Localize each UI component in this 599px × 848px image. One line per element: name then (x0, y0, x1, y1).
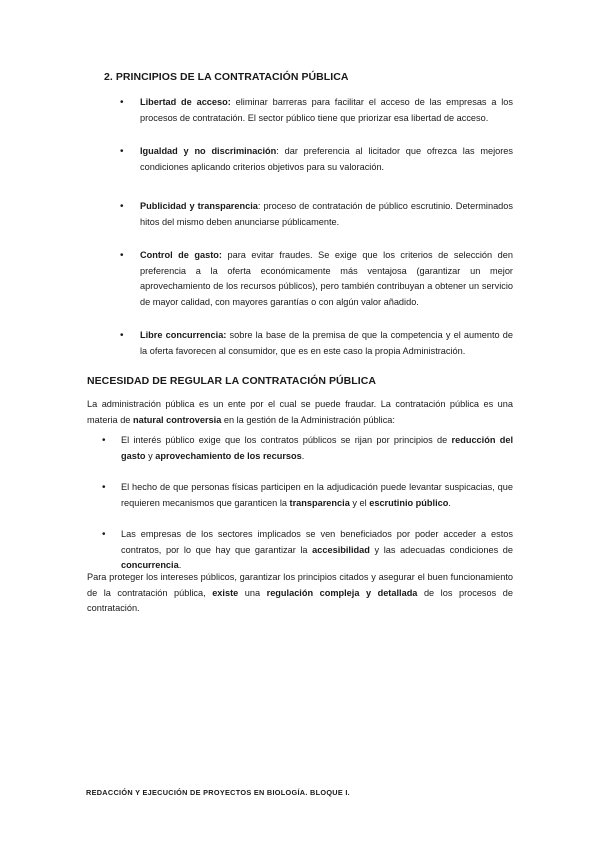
bullet-text: . (301, 450, 305, 461)
item-term: Igualdad y no discriminación (140, 146, 277, 156)
list-item (140, 328, 513, 359)
list-item (140, 199, 513, 230)
item-term: Control de gasto: (140, 250, 222, 260)
bullet-bold: transparencia (289, 497, 350, 508)
item-text: eliminar barreras para facilitar el acceso de las empresas a los procesos de contratación. El sector público tiene que priorizar esa libertad de acceso. (140, 97, 513, 123)
list-item (140, 144, 513, 175)
bullet-bold: concurrencia (121, 560, 179, 570)
bullet-text: y (145, 450, 156, 461)
intro-paragraph (87, 397, 513, 428)
item-term: Publicidad y transparencia (140, 201, 258, 211)
bullet-bold: reducción del gasto (121, 435, 514, 461)
bullet-bold: escrutinio público (369, 497, 449, 508)
bullet-text: y las adecuadas condiciones de (369, 544, 513, 555)
list-item (140, 248, 513, 310)
intro-text: La administración pública es un ente por el cual se puede fraudar. La contratación pública es una materia de (87, 399, 513, 425)
list-item (121, 480, 513, 511)
bullet-bold: aprovechamiento de los recursos (155, 450, 302, 461)
principles-list (140, 95, 513, 377)
item-text: : dar preferencia al licitador que ofrezca las mejores condiciones aplicando criterios objetivos para su valoración. (140, 146, 514, 172)
bullet-text: Las empresas de los sectores implicados se ven beneficiados por poder acceder a estos contratos, por lo que hay que garantizar la (121, 529, 513, 555)
bullet-text: El hecho de que personas físicas participen en la adjudicación puede levantar suspicacias, que requieren mecanismos que garanticen la (121, 482, 513, 508)
bullet-text: El interés público exige que los contratos públicos se rijan por principios de (121, 435, 452, 445)
page-footer: REDACCIÓN Y EJECUCIÓN DE PROYECTOS EN BIOLOGÍA. BLOQUE I. (86, 788, 351, 797)
section-heading-necesidad: NECESIDAD DE REGULAR LA CONTRATACIÓN PÚBLICA (87, 375, 377, 387)
closing-paragraph (87, 570, 513, 617)
closing-bold: regulación compleja y detallada (266, 587, 418, 598)
item-term: Libre concurrencia: (140, 330, 227, 340)
list-item (121, 433, 513, 464)
item-text: sobre la base de la premisa de que la competencia y el aumento de la oferta favorecen al consumidor, que es en este caso la propia Administración. (140, 330, 513, 356)
closing-bold: existe (212, 587, 239, 598)
bullet-text: y el (349, 497, 370, 508)
section-heading-principios: 2. PRINCIPIOS DE LA CONTRATACIÓN PÚBLICA (104, 71, 349, 83)
intro-bold: natural controversia (132, 414, 222, 425)
closing-text: una (238, 587, 267, 598)
bullet-text: . (178, 560, 182, 570)
item-text: para evitar fraudes. Se exige que los criterios de selección den preferencia a la oferta económicamente más ventajosa (garantizar un mejor aprovechamiento de los recursos públicos), pero también contribuyan a obtener un servicio de mayor calidad, con mayores garantías o con algún valor añadido. (140, 250, 513, 307)
item-term: Libertad de acceso: (140, 97, 231, 107)
intro-text: en la gestión de la Administración pública: (221, 414, 395, 425)
list-item (140, 95, 513, 126)
closing-text: de los procesos de contratación. (87, 587, 513, 613)
closing-text: Para proteger los intereses públicos, garantizar los principios citados y asegurar el buen funcionamiento de la contratación pública, (87, 572, 513, 598)
regulation-reasons-list (121, 433, 513, 590)
bullet-text: . (448, 497, 451, 508)
item-text: : proceso de contratación de público escrutinio. Determinados hitos del mismo deben anunciarse públicamente. (140, 201, 513, 227)
list-item (121, 527, 513, 574)
bullet-bold: accesibilidad (312, 544, 370, 555)
